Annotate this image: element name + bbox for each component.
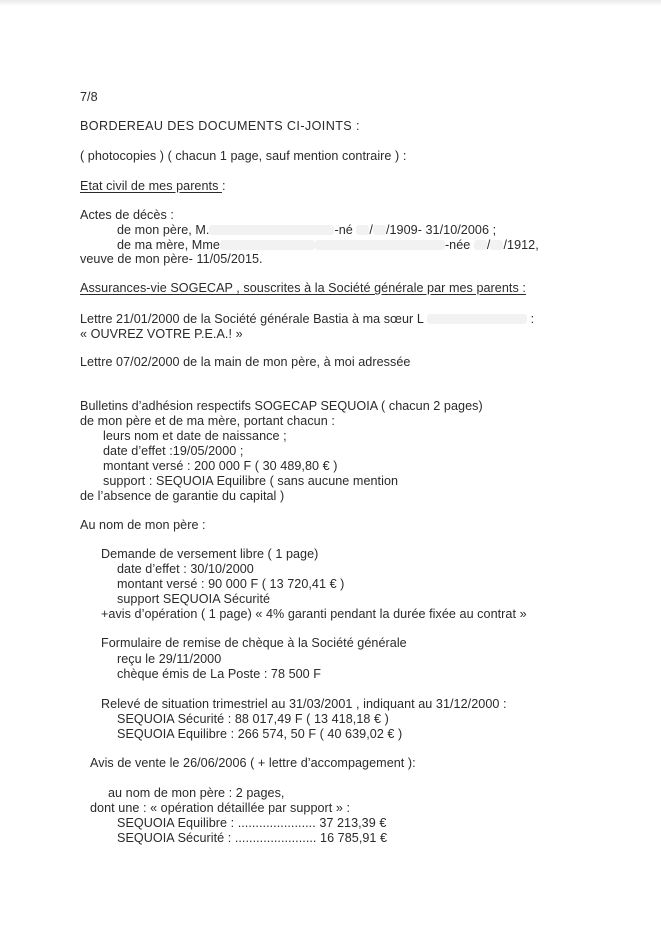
redacted-sister-name: [427, 314, 527, 324]
avis-vente-line: Avis de vente le 26/06/2006 ( + lettre d’accompagement ):: [90, 756, 416, 770]
releve-line: Relevé de situation trimestriel au 31/03/2001 , indiquant au 31/12/2000 :: [101, 697, 507, 711]
father-mid: -né: [334, 223, 353, 237]
redacted-mother-month: [490, 240, 503, 250]
father-prefix: de mon père, M.: [117, 223, 210, 237]
father-sep: /: [369, 223, 373, 237]
bulletins-line: de l’absence de garantie du capital ): [80, 489, 285, 503]
lettre1-quote: « OUVREZ VOTRE P.E.A.! »: [80, 327, 243, 341]
lettre-2000-01-line: [80, 312, 534, 327]
mother-death-line: [117, 238, 539, 253]
actes-label: Actes de décès :: [80, 208, 174, 222]
versement-line: support SEQUOIA Sécurité: [117, 592, 271, 606]
mother-mid: -née: [444, 238, 471, 252]
releve-line: SEQUOIA Equilibre : 266 574, 50 F ( 40 639,02 € ): [117, 727, 403, 741]
formulaire-line: reçu le 29/11/2000: [117, 652, 222, 666]
father-death-line: [117, 223, 496, 238]
father-end: /1909- 31/10/2006 ;: [385, 223, 497, 237]
page-number: 7/8: [80, 90, 98, 104]
releve-line: SEQUOIA Sécurité : 88 017,49 F ( 13 418,18 € ): [117, 712, 389, 726]
avis-vente-line: dont une : « opération détaillée par support » :: [90, 801, 351, 815]
etat-civil-heading: [80, 179, 226, 194]
page-top-edge: [0, 0, 661, 6]
versement-line: Demande de versement libre ( 1 page): [101, 547, 319, 561]
bulletins-line: de mon père et de ma mère, portant chacun :: [80, 414, 335, 428]
mother-end: /1912,: [503, 238, 539, 252]
redacted-father-month: [373, 225, 386, 235]
bulletins-line: Bulletins d’adhésion respectifs SOGECAP SEQUOIA ( chacun 2 pages): [80, 399, 483, 413]
avis-vente-line: SEQUOIA Equilibre : ...................... 37 213,39 €: [117, 816, 387, 830]
avis-vente-line: au nom de mon père : 2 pages,: [108, 786, 285, 800]
versement-line: +avis d’opération ( 1 page) « 4% garanti pendant la durée fixée au contrat »: [101, 607, 527, 621]
au-nom-pere-label: Au nom de mon père :: [80, 518, 206, 532]
mother-cont-line: veuve de mon père- 11/05/2015.: [80, 252, 263, 266]
lettre1-colon: :: [530, 312, 535, 326]
assurances-heading: Assurances-vie SOGECAP , souscrites à la Société générale par mes parents :: [80, 281, 526, 295]
avis-vente-line: SEQUOIA Sécurité : ....................... 16 785,91 €: [117, 831, 388, 845]
formulaire-line: chèque émis de La Poste : 78 500 F: [117, 667, 322, 681]
lettre1-prefix: Lettre 21/01/2000 de la Société générale Bastia à ma sœur L: [80, 312, 424, 326]
redacted-father-day: [356, 225, 369, 235]
document-title: BORDEREAU DES DOCUMENTS CI-JOINTS :: [80, 119, 360, 133]
versement-line: date d’effet : 30/10/2000: [117, 562, 254, 576]
mother-sep: /: [486, 238, 491, 252]
mother-prefix: de ma mère, Mme: [117, 238, 220, 252]
bulletins-line: leurs nom et date de naissance ;: [103, 429, 287, 443]
bulletins-line: montant versé : 200 000 F ( 30 489,80 € ): [103, 459, 338, 473]
lettre-2000-02-line: Lettre 07/02/2000 de la main de mon père, à moi adressée: [80, 355, 411, 369]
redacted-mother-surname: [315, 240, 445, 250]
intro-line: ( photocopies ) ( chacun 1 page, sauf mention contraire ) :: [80, 149, 407, 163]
etat-civil-heading-text: Etat civil de mes parents: [80, 179, 222, 193]
redacted-mother-day: [474, 240, 487, 250]
bulletins-line: date d’effet :19/05/2000 ;: [103, 444, 244, 458]
redacted-mother-name: [220, 240, 315, 250]
etat-civil-heading-colon: :: [222, 179, 226, 193]
formulaire-line: Formulaire de remise de chèque à la Société générale: [101, 636, 407, 650]
bulletins-line: support : SEQUOIA Equilibre ( sans aucune mention: [103, 474, 399, 488]
redacted-father-name: [209, 225, 334, 235]
versement-line: montant versé : 90 000 F ( 13 720,41 € ): [117, 577, 345, 591]
